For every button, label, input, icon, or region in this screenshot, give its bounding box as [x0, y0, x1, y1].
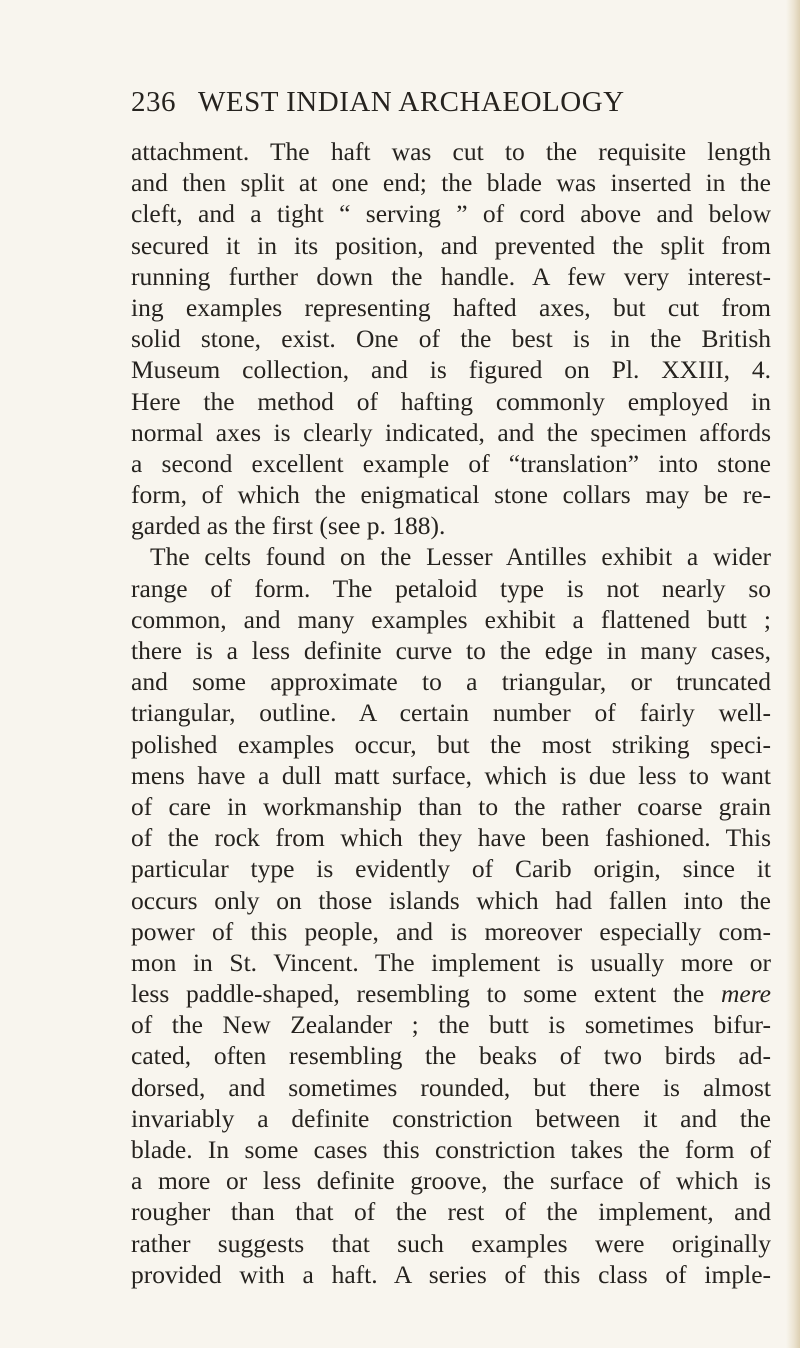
text-line: of the New Zealander ; the butt is sometimes bifur-: [131, 1010, 771, 1040]
text-line: Here the method of hafting commonly employed in: [131, 386, 771, 416]
text-line: ing examples representing hafted axes, but cut from: [131, 292, 771, 322]
text-line: occurs only on those islands which had fallen into the: [131, 885, 771, 915]
text-line: range of form. The petaloid type is not nearly so: [131, 573, 771, 603]
text-line: cated, often resembling the beaks of two birds ad-: [131, 1041, 771, 1071]
paragraph-start-line: The celts found on the Lesser Antilles exhibit a wider: [150, 542, 771, 572]
text-line: solid stone, exist. One of the best is in the British: [131, 324, 771, 354]
page-number: 236: [131, 86, 176, 118]
text-line: dorsed, and sometimes rounded, but there is almost: [131, 1072, 771, 1102]
italic-term: mere: [720, 979, 771, 1009]
running-header: [131, 86, 625, 119]
text-line: cleft, and a tight “ serving ” of cord above and below: [131, 199, 771, 229]
text-line: invariably a definite constriction between it and the: [131, 1103, 771, 1133]
text-line: a more or less definite groove, the surface of which is: [131, 1166, 771, 1196]
text-line: rather suggests that such examples were originally: [131, 1228, 771, 1258]
text-line: a second excellent example of “translation” into stone: [131, 448, 771, 478]
text-line-with-italic: [131, 978, 771, 1009]
text-line: secured it in its position, and prevented the split from: [131, 230, 771, 260]
text-line: and some approximate to a triangular, or truncated: [131, 667, 771, 697]
text-line: particular type is evidently of Carib origin, since it: [131, 854, 771, 884]
text-line: running further down the handle. A few very interest-: [131, 261, 771, 291]
text-line: polished examples occur, but the most striking speci-: [131, 729, 771, 759]
text-line: rougher than that of the rest of the implement, and: [131, 1197, 771, 1227]
text-line: of care in workmanship than to the rather coarse grain: [131, 791, 771, 821]
text-line: provided with a haft. A series of this class of imple-: [131, 1259, 771, 1289]
text-line: triangular, outline. A certain number of fairly well-: [131, 698, 771, 728]
paragraph-end-line: garded as the first (see p. 188).: [131, 511, 446, 541]
running-title: WEST INDIAN ARCHAEOLOGY: [198, 86, 625, 118]
text-line: attachment. The haft was cut to the requisite length: [131, 137, 771, 166]
text-line: mens have a dull matt surface, which is due less to want: [131, 760, 771, 790]
text-line: and then split at one end; the blade was inserted in the: [131, 168, 771, 198]
text-segment: less paddle-shaped, resembling to some extent the: [131, 979, 721, 1009]
text-line: of the rock from which they have been fashioned. This: [131, 823, 771, 853]
body-text: [131, 136, 771, 1290]
text-line: power of this people, and is moreover especially com-: [131, 916, 771, 946]
text-line: form, of which the enigmatical stone collars may be re-: [131, 480, 771, 510]
text-line: common, and many examples exhibit a flattened butt ;: [131, 604, 771, 634]
text-line: Museum collection, and is figured on Pl. XXIII, 4.: [131, 355, 771, 385]
text-line: blade. In some cases this constriction takes the form of: [131, 1135, 771, 1164]
text-line: mon in St. Vincent. The implement is usually more or: [131, 947, 771, 977]
text-line: normal axes is clearly indicated, and the specimen affords: [131, 417, 771, 447]
page-edge-shadow: [786, 0, 800, 1348]
text-line: there is a less definite curve to the edge in many cases,: [131, 636, 771, 665]
